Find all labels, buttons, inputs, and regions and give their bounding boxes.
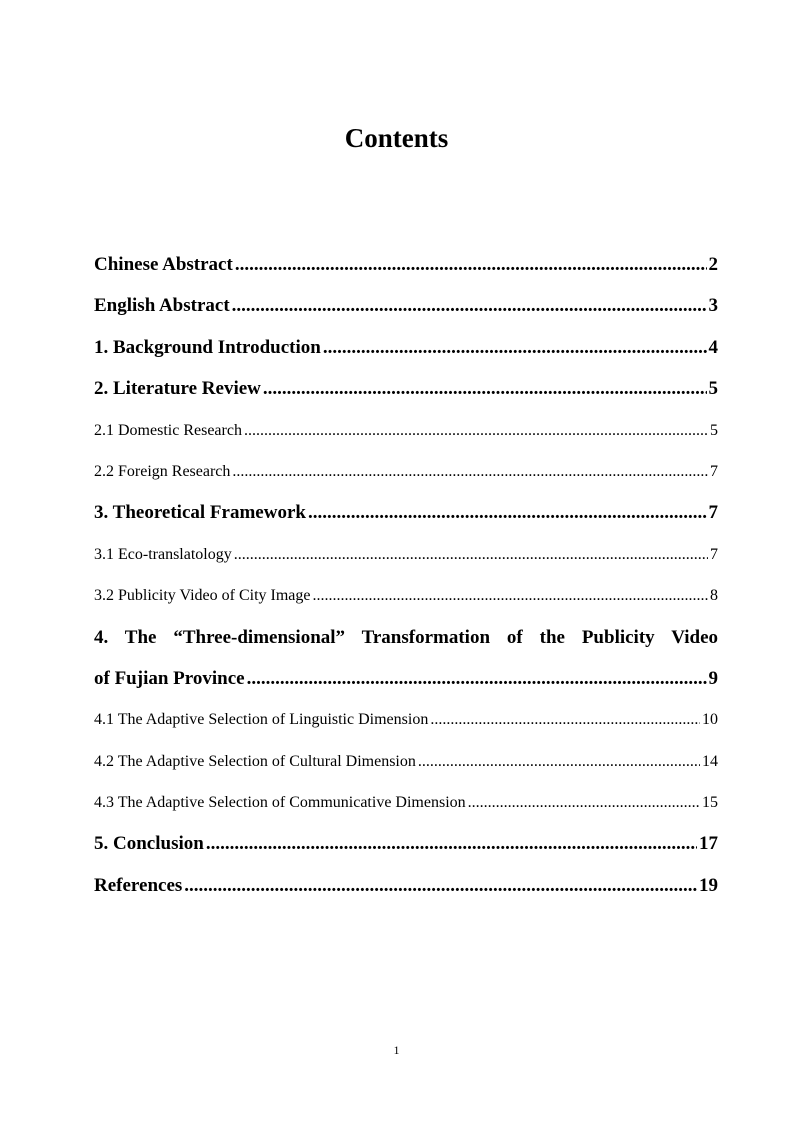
toc-leader-dots <box>247 658 707 699</box>
toc-leader-dots <box>234 534 708 575</box>
toc-page-number: 9 <box>708 667 718 689</box>
toc-page-number: 7 <box>710 545 718 563</box>
toc-leader-dots <box>232 451 708 492</box>
toc-label: 3. Theoretical Framework <box>94 502 306 524</box>
toc-page-number: 5 <box>708 378 718 400</box>
toc-page-number: 3 <box>708 295 718 317</box>
toc-leader-dots <box>206 823 697 864</box>
toc-entry-eco-translatology[interactable] <box>94 534 718 575</box>
toc-label: 2.2 Foreign Research <box>94 462 231 480</box>
toc-label: 4.2 The Adaptive Selection of Cultural Dimension <box>94 752 416 770</box>
toc-entry-foreign-research[interactable] <box>94 451 718 492</box>
toc-entry-background-introduction[interactable] <box>94 327 718 368</box>
toc-leader-dots <box>468 782 700 823</box>
toc-label: 4. The “Three-dimensional” Transformation of the Publicity Video <box>94 626 718 648</box>
toc-entry-linguistic-dimension[interactable] <box>94 699 718 740</box>
toc-label: 4.1 The Adaptive Selection of Linguistic Dimension <box>94 711 429 729</box>
toc-leader-dots <box>263 368 707 409</box>
toc-page-number: 19 <box>699 874 718 896</box>
toc-label: 5. Conclusion <box>94 833 204 855</box>
toc-entry-chinese-abstract[interactable] <box>94 244 718 285</box>
toc-page-number: 15 <box>702 794 718 812</box>
toc-leader-dots <box>323 327 707 368</box>
toc-entry-conclusion[interactable] <box>94 823 718 864</box>
toc-entry-references[interactable] <box>94 865 718 906</box>
toc-page-number: 7 <box>710 462 718 480</box>
toc-entry-publicity-video[interactable] <box>94 575 718 616</box>
toc-entry-domestic-research[interactable] <box>94 410 718 451</box>
toc-label: 2.1 Domestic Research <box>94 421 242 439</box>
toc-label: 4.3 The Adaptive Selection of Communicative Dimension <box>94 794 466 812</box>
toc-entry-transformation-line1[interactable] <box>94 617 718 658</box>
table-of-contents <box>94 244 718 906</box>
toc-label: Chinese Abstract <box>94 254 233 275</box>
toc-entry-theoretical-framework[interactable] <box>94 492 718 533</box>
toc-label: 3.1 Eco-translatology <box>94 545 232 563</box>
toc-page-number: 17 <box>699 833 718 855</box>
page-title: Contents <box>344 123 449 153</box>
toc-entry-transformation-line2[interactable] <box>94 658 718 699</box>
toc-entry-english-abstract[interactable] <box>94 285 718 326</box>
toc-label: English Abstract <box>94 295 230 317</box>
toc-leader-dots <box>184 865 697 906</box>
toc-entry-literature-review[interactable] <box>94 368 718 409</box>
footer-page-number: 1 <box>393 1043 400 1057</box>
toc-leader-dots <box>430 699 700 740</box>
toc-page-number: 2 <box>708 254 718 275</box>
toc-page-number: 4 <box>708 336 718 358</box>
toc-label: References <box>94 874 183 896</box>
toc-leader-dots <box>235 244 707 285</box>
toc-entry-communicative-dimension[interactable] <box>94 782 718 823</box>
toc-label: 3.2 Publicity Video of City Image <box>94 587 311 605</box>
toc-label: 2. Literature Review <box>94 378 261 400</box>
toc-leader-dots <box>313 575 709 616</box>
toc-page-number: 5 <box>710 421 718 439</box>
toc-label: 1. Background Introduction <box>94 336 321 358</box>
toc-page-number: 7 <box>708 502 718 524</box>
toc-leader-dots <box>418 741 700 782</box>
toc-page-number: 8 <box>710 587 718 605</box>
toc-leader-dots <box>308 492 707 533</box>
toc-page-number: 14 <box>702 752 718 770</box>
toc-leader-dots <box>244 410 708 451</box>
toc-leader-dots <box>232 285 707 326</box>
toc-label: of Fujian Province <box>94 667 245 689</box>
toc-page-number: 10 <box>702 711 718 729</box>
toc-entry-cultural-dimension[interactable] <box>94 741 718 782</box>
